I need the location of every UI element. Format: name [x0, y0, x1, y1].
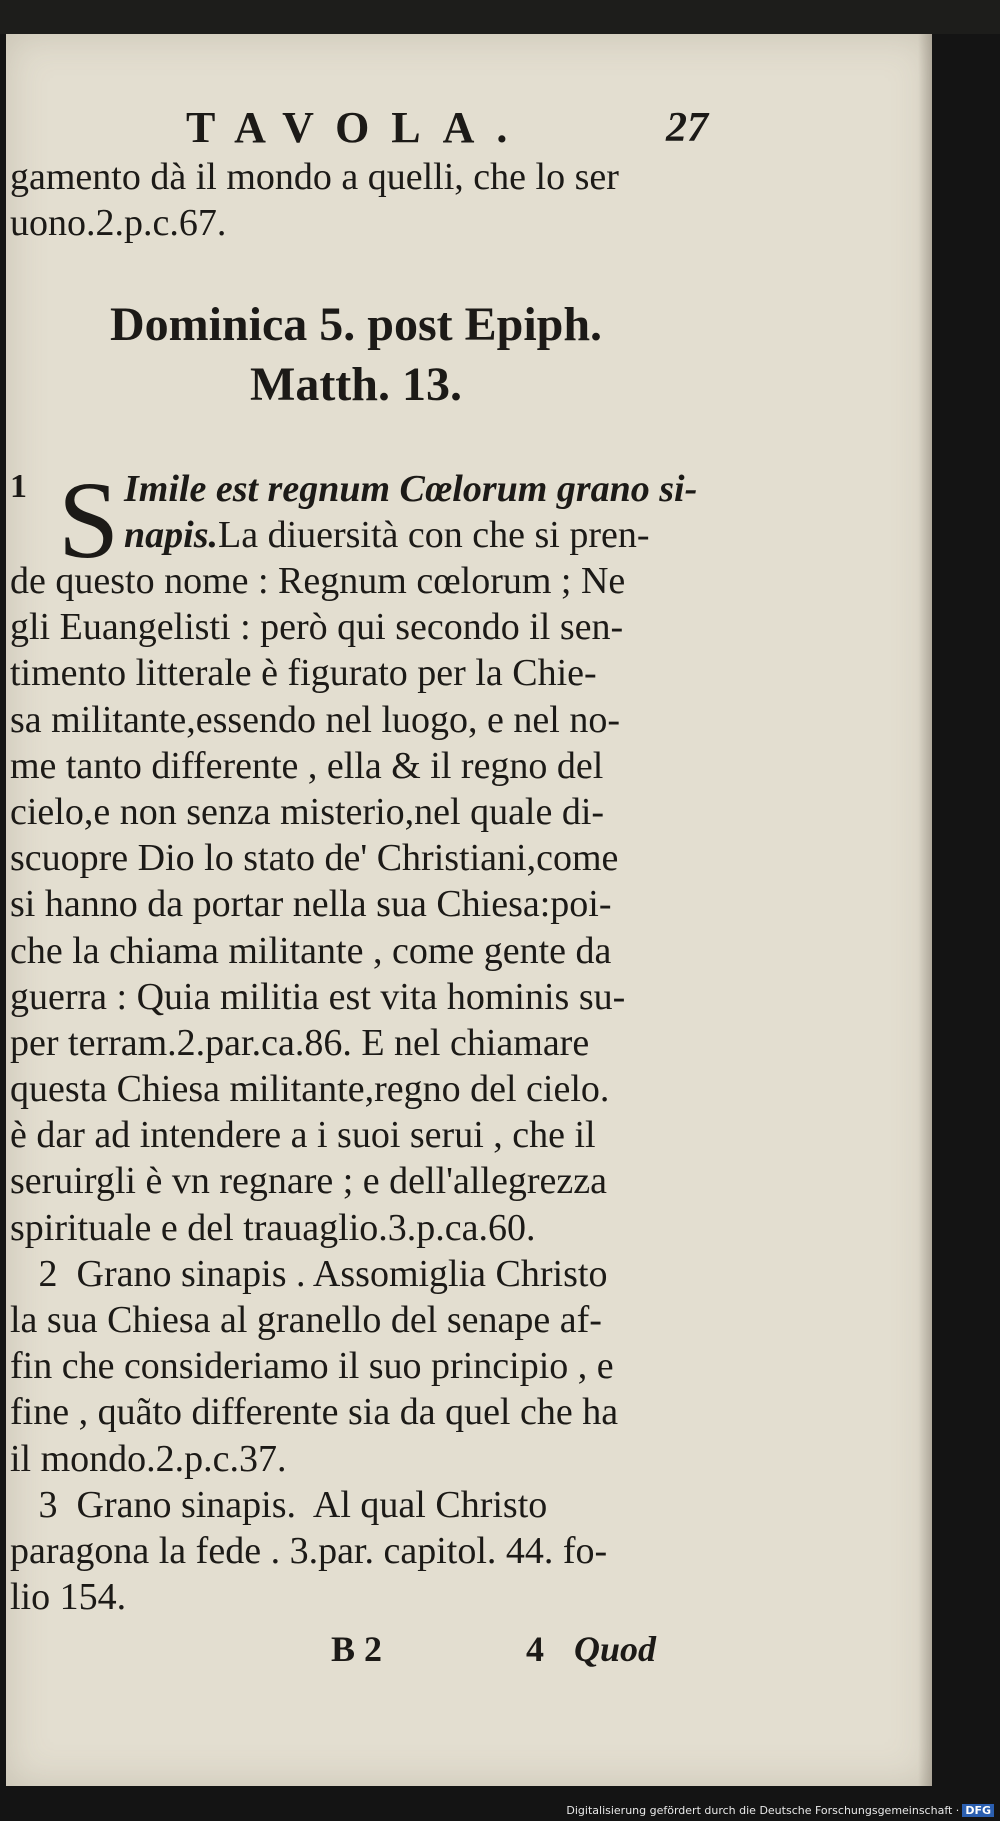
dfg-logo: DFG [962, 1804, 994, 1817]
scan-top-border [0, 0, 1000, 34]
italic-quote: napis. [124, 514, 218, 557]
text-line: questa Chiesa militante,regno del cielo. [10, 1068, 610, 1111]
running-head: TAVOLA. [186, 103, 530, 152]
signature-mark: B 2 [331, 1629, 383, 1669]
text-line: La diuersità con che si pren- [217, 514, 650, 557]
catch-number: 4 [526, 1629, 544, 1669]
text-line: cielo,e non senza misterio,nel quale di- [10, 790, 605, 833]
drop-capital: S [58, 459, 120, 581]
page-edge-shadow [918, 34, 932, 1786]
text-line: seruirgli è vn regnare ; e dell'allegrezza [10, 1160, 607, 1203]
text-line: fine , quãto differente sia da quel che ha [10, 1391, 619, 1434]
text-line: per terram.2.par.ca.86. E nel chiamare [10, 1021, 590, 1064]
page-number: 27 [666, 105, 708, 151]
text-line: guerra : Quia militia est vita hominis su- [10, 975, 626, 1018]
section-heading: Dominica 5. post Epiph. [109, 298, 603, 351]
credit-text: Digitalisierung gefördert durch die Deutsche Forschungsgemeinschaft · [566, 1804, 960, 1817]
text-line: la sua Chiesa al granello del senape af- [10, 1299, 602, 1341]
text-line: de questo nome : Regnum cœlorum ; Ne [10, 560, 626, 602]
body-text [10, 558, 625, 1620]
text-line: gamento dà il mondo a quelli, che lo ser [10, 156, 619, 198]
text-line: uono.2.p.c.67. [10, 202, 227, 245]
continuation-text [10, 154, 619, 246]
text-line: si hanno da portar nella sua Chiesa:poi- [10, 883, 612, 926]
section-subheading: Matth. 13. [250, 358, 462, 411]
text-line: me tanto differente , ella & il regno del [10, 744, 604, 787]
text-line: spirituale e del trauaglio.3.p.ca.60. [10, 1206, 536, 1249]
entry-number: 1 [10, 468, 27, 505]
text-line: scuopre Dio lo stato de' Christiani,come [10, 837, 619, 880]
book-page [6, 34, 932, 1786]
text-line: lio 154. [10, 1576, 127, 1619]
text-line: gli Euangelisti : però qui secondo il sen- [10, 606, 624, 649]
catchword: Quod [574, 1629, 657, 1669]
text-line: timento litterale è figurato per la Chie- [10, 652, 597, 695]
text-line: che la chiama militante , come gente da [10, 929, 612, 972]
digitization-credit [566, 1804, 994, 1817]
text-line: il mondo.2.p.c.37. [10, 1437, 287, 1480]
text-line: sa militante,essendo nel luogo, e nel no- [10, 698, 620, 741]
text-line: paragona la fede . 3.par. capitol. 44. fo- [10, 1529, 608, 1572]
text-line: è dar ad intendere a i suoi serui , che il [10, 1114, 596, 1157]
italic-quote: Imile est regnum Cœlorum grano si- [124, 468, 698, 510]
entry-opening [124, 466, 697, 558]
text-line: fin che consideriamo il suo principio , e [10, 1345, 614, 1388]
text-line: 3 Grano sinapis. Al qual Christo [10, 1483, 548, 1526]
text-line: 2 Grano sinapis . Assomiglia Christo [10, 1252, 608, 1295]
